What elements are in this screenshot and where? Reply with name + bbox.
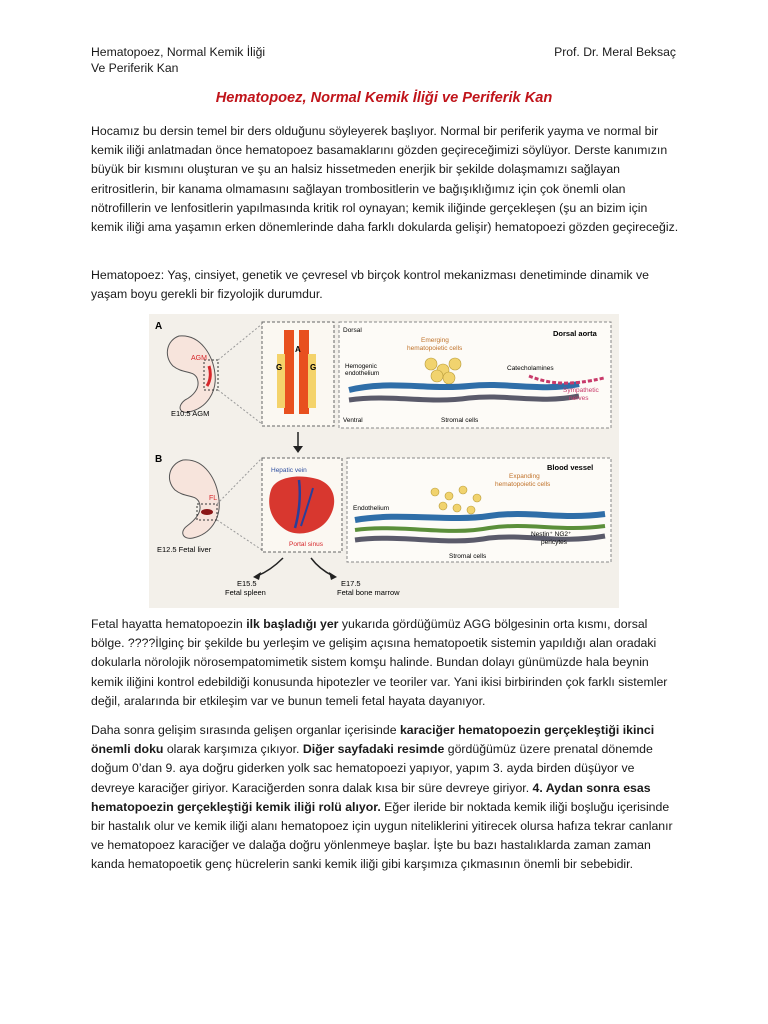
zoom-line-a1 <box>218 324 262 360</box>
aorta-a-label: A <box>295 345 301 354</box>
arrow-to-marrow-head <box>329 572 337 580</box>
p3-bold-first-site: ilk başladığı yer <box>246 617 339 631</box>
paragraph-intro: Hocamız bu dersin temel bir ders olduğunu söyleyerek başlıyor. Normal bir periferik yayma ve normal bir kemik iliği anlatmadan önce hematopoez basamaklarını gözden geçireceğimizi söylüyor. Derste kanımızın büyük bir kısmını oluşturan ve şu an halsiz hissetmeden enerjik bir şekilde dolaşmamızı sağlayan eritrositlerin, bir kanama olmamasını sağlayan trombositlerin ve bağışıklığımız için çok önemli olan nötrofillerin ve lenfositlerin yapılmasında kritik rol oynayan; kemik iliğinde gerçekleşen (şu an bizim için kemik iliği ama yaşamın erken dönemlerinde daha farklı dokularda gelişir) hematopoezi gözden geçireceğiz. <box>91 124 679 235</box>
aorta-vessel-left <box>284 330 294 414</box>
hsc-cell <box>467 506 475 514</box>
dorsal-label: Dorsal <box>343 327 362 334</box>
dorsal-aorta-label: Dorsal aorta <box>553 329 597 338</box>
nestin-label-1: Nestin⁺ NG2⁺ <box>531 531 572 538</box>
hsc-cell <box>453 504 461 512</box>
expanding-label-1: Expanding <box>509 473 540 480</box>
catecholamines-label: Catecholamines <box>507 365 554 372</box>
header-left <box>91 44 265 76</box>
header-left-line1: Hematopoez, Normal Kemik İliği <box>91 45 266 59</box>
aorta-vessel-right <box>299 330 309 414</box>
emerging-label-2: hematopoietic cells <box>407 345 463 352</box>
hemogenic-label-2: endothelium <box>345 370 380 377</box>
emerging-label-1: Emerging <box>421 337 449 344</box>
p4-bold-bone-marrow: 4. Aydan sonra esas hematopoezin gerçekleştiği kemik iliği rolü alıyor. <box>91 780 651 814</box>
fetal-spleen-label: Fetal spleen <box>225 588 266 597</box>
expanding-label-2: hematopoietic cells <box>495 481 551 488</box>
hsc-cell <box>449 358 461 370</box>
p3-part-c: yukarıda gördüğümüz AGG bölgesinin orta kısmı, dorsal bölge. ????İlginç bir şekilde bu yerleşim ve gelişim açısına hematopoetik sistemin yapıldığı alan oradaki dokularla nörolojik nörosempatomimetik sistem komşu halinde. Bundan dolayı günümüzde hala beynin kemik iliğini kontrol edebildiği konusunda hipotezler ve teoriler var. Yani ikisi birbirinden çok farklı sistemler değil, aralarında bir etkileşim var ve bunun temeli fetal hayata dayanıyor. <box>91 617 668 708</box>
stromal-b-label: Stromal cells <box>449 553 487 560</box>
sympathetic-label-2: nerves <box>569 395 589 402</box>
p4-bold-next-page-image: Diğer sayfadaki resimde <box>302 742 445 757</box>
zoom-line-b1 <box>217 458 262 504</box>
hsc-cell <box>439 502 447 510</box>
agm-label: AGM <box>191 355 207 362</box>
ventral-label: Ventral <box>343 417 363 424</box>
hsc-cell <box>443 372 455 384</box>
hsc-cell <box>473 494 481 502</box>
portal-sinus-label: Portal sinus <box>289 541 323 548</box>
blood-vessel-label: Blood vessel <box>547 463 594 472</box>
hsc-cell <box>425 358 437 370</box>
endothelium-label: Endothelium <box>353 505 390 512</box>
header-left-line2: Ve Periferik Kan <box>91 61 179 75</box>
p4-part-g: Eğer ileride bir noktada kemik iliği boşluğu içerisinde bir hastalık olur ve kemik iliği alanı hematopoez için uygun niteliklerini yitirecek olursa hafıza tekrar canlanır ve hematopoez karaciğer ve dalağa doğru yönlenmeye başlar. İşte bu bazı hastalıklarda zaman zaman kanda hematopoetik genç hücrelerin sanki kemik iliği gibi karşımıza çıkmasının önemli bir sebebidir. <box>91 799 673 872</box>
hsc-cell <box>431 488 439 496</box>
fetal-liver-mark <box>201 509 213 515</box>
sympathetic-label-1: Sympathetic <box>563 387 599 394</box>
document-title: Hematopoez, Normal Kemik İliği ve Periferik Kan <box>215 90 553 106</box>
fl-label: FL <box>209 495 218 502</box>
e125-label: E12.5 Fetal liver <box>157 545 212 554</box>
hsc-cell <box>459 486 467 494</box>
down-arrow-head <box>293 446 303 453</box>
e175-label: E17.5 <box>341 579 361 588</box>
hsc-cell <box>431 370 443 382</box>
zoom-line-b2 <box>217 520 262 550</box>
header-author: Prof. Dr. Meral Beksaç <box>554 45 676 59</box>
fetal-bone-marrow-label: Fetal bone marrow <box>337 588 400 597</box>
paragraph-definition: Hematopoez: Yaş, cinsiyet, genetik ve çevresel vb birçok kontrol mekanizması denetiminde dinamik ve yaşam boyu gerekli bir fizyolojik durumdur. <box>91 268 649 302</box>
nestin-label-2: pericytes <box>541 539 568 546</box>
hemogenic-label-1: Hemogenic <box>345 363 377 370</box>
paragraph-liver-hematopoiesis <box>91 721 681 875</box>
panel-b-label: B <box>155 454 163 465</box>
gonad-g-left: G <box>276 363 283 372</box>
embryo-a-shape <box>167 336 215 412</box>
e155-label: E15.5 <box>237 579 257 588</box>
e105-label: E10.5 AGM <box>171 409 210 418</box>
arrow-to-spleen <box>257 558 283 576</box>
figure-svg <box>149 314 619 608</box>
hematopoiesis-figure <box>149 314 619 608</box>
aorta-zoom-box <box>262 322 334 426</box>
gonad-g-right: G <box>310 363 317 372</box>
p4-part-e: gördüğümüz üzere prenatal dönemde doğum 0’dan 9. aya doğru giderken yolk sac hematopoezi yapıyor, yapım 3. ayda birden düşüyor ve devreye karaciğer giriyor. Karaciğerden sonra dalak kısa bir süre devreye giriyor. <box>91 742 653 795</box>
hsc-cell <box>445 492 453 500</box>
stromal-a-label: Stromal cells <box>441 417 479 424</box>
panel-a-label: A <box>155 321 163 332</box>
hepatic-vein-label: Hepatic vein <box>271 467 307 474</box>
p4-bold-liver: karaciğer hematopoezin gerçekleştiği ikinci önemli doku <box>91 723 655 757</box>
p4-part-c: olarak karşımıza çıkıyor. <box>163 742 303 757</box>
p3-part-a: Fetal hayatta hematopoezin <box>91 617 247 631</box>
p4-part-a: Daha sonra gelişim sırasında gelişen organlar içerisinde <box>91 723 400 737</box>
paragraph-fetal-hematopoiesis <box>91 615 681 711</box>
zoom-line-a2 <box>218 390 262 424</box>
